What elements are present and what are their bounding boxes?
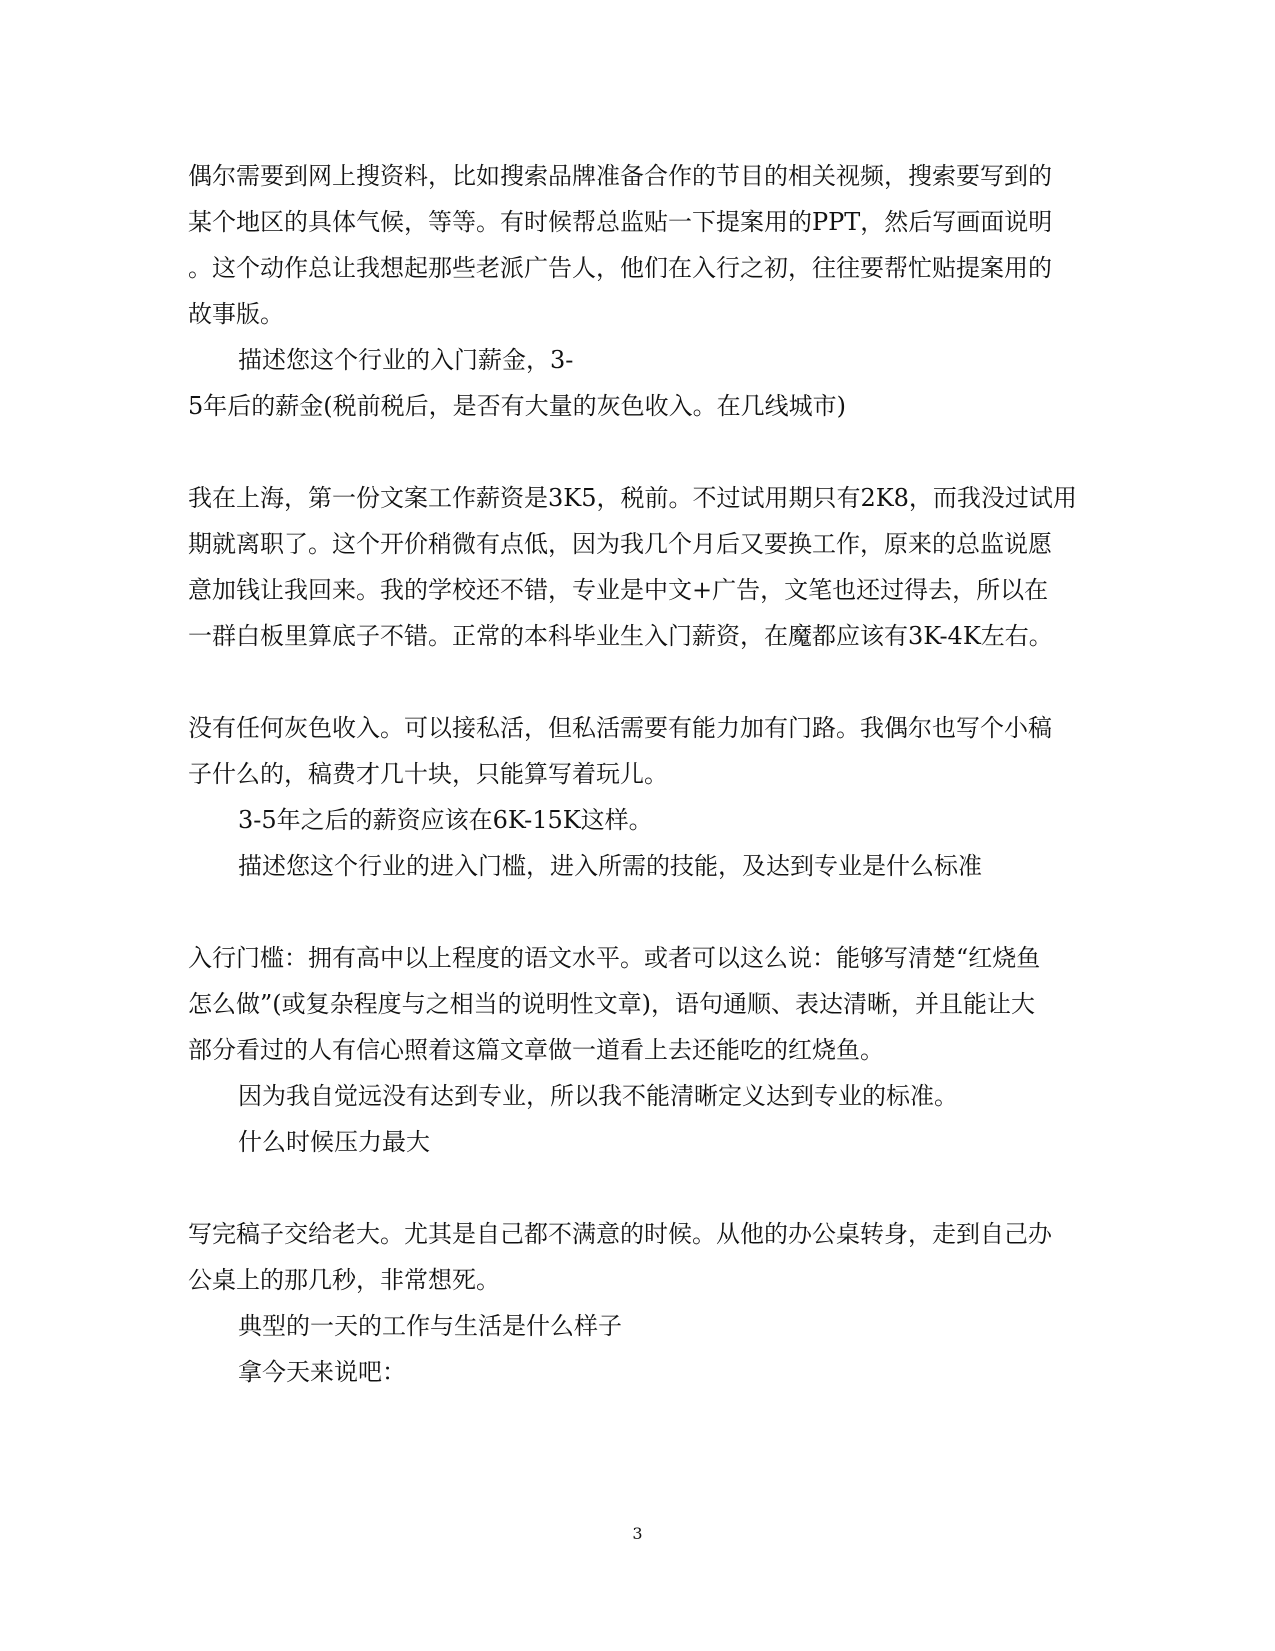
body-text-line: 没有任何灰色收入。可以接私活，但私活需要有能力加有门路。我偶尔也写个小稿	[188, 714, 1052, 742]
question-line: 描述您这个行业的入门薪金，3-	[238, 346, 574, 374]
body-text-line: 拿今天来说吧：	[238, 1358, 406, 1386]
body-text-line: 部分看过的人有信心照着这篇文章做一道看上去还能吃的红烧鱼。	[188, 1036, 884, 1064]
question-line: 描述您这个行业的进入门槛，进入所需的技能，及达到专业是什么标准	[238, 852, 982, 880]
question-line: 5年后的薪金(税前税后，是否有大量的灰色收入。在几线城市)	[188, 392, 846, 420]
body-text-line: 期就离职了。这个开价稍微有点低，因为我几个月后又要换工作，原来的总监说愿	[188, 530, 1052, 558]
body-text-line: 一群白板里算底子不错。正常的本科毕业生入门薪资，在魔都应该有3K-4K左右。	[188, 622, 1053, 650]
body-text-line: 某个地区的具体气候，等等。有时候帮总监贴一下提案用的PPT，然后写画面说明	[188, 208, 1053, 236]
body-text-line: 入行门槛：拥有高中以上程度的语文水平。或者可以这么说：能够写清楚“红烧鱼	[188, 944, 1041, 972]
body-text-line: 偶尔需要到网上搜资料，比如搜索品牌准备合作的节目的相关视频，搜索要写到的	[188, 162, 1052, 190]
page-number: 3	[632, 1524, 643, 1543]
body-text-line: 写完稿子交给老大。尤其是自己都不满意的时候。从他的办公桌转身，走到自己办	[188, 1220, 1052, 1248]
body-text-line: 3-5年之后的薪资应该在6K-15K这样。	[238, 806, 653, 834]
body-text-line: 故事版。	[188, 300, 284, 328]
body-text-line: 公桌上的那几秒，非常想死。	[188, 1266, 500, 1294]
body-text-line: 。这个动作总让我想起那些老派广告人，他们在入行之初，往往要帮忙贴提案用的	[188, 254, 1052, 282]
question-line: 典型的一天的工作与生活是什么样子	[238, 1312, 622, 1340]
body-text-line: 我在上海，第一份文案工作薪资是3K5，税前。不过试用期只有2K8，而我没过试用	[188, 484, 1077, 512]
body-text-line: 怎么做”(或复杂程度与之相当的说明性文章)，语句通顺、表达清晰，并且能让大	[188, 990, 1035, 1018]
body-text-line: 子什么的，稿费才几十块，只能算写着玩儿。	[188, 760, 668, 788]
body-text-line: 意加钱让我回来。我的学校还不错，专业是中文+广告，文笔也还过得去，所以在	[188, 576, 1049, 604]
question-line: 什么时候压力最大	[238, 1128, 430, 1156]
body-text-line: 因为我自觉远没有达到专业，所以我不能清晰定义达到专业的标准。	[238, 1082, 958, 1110]
